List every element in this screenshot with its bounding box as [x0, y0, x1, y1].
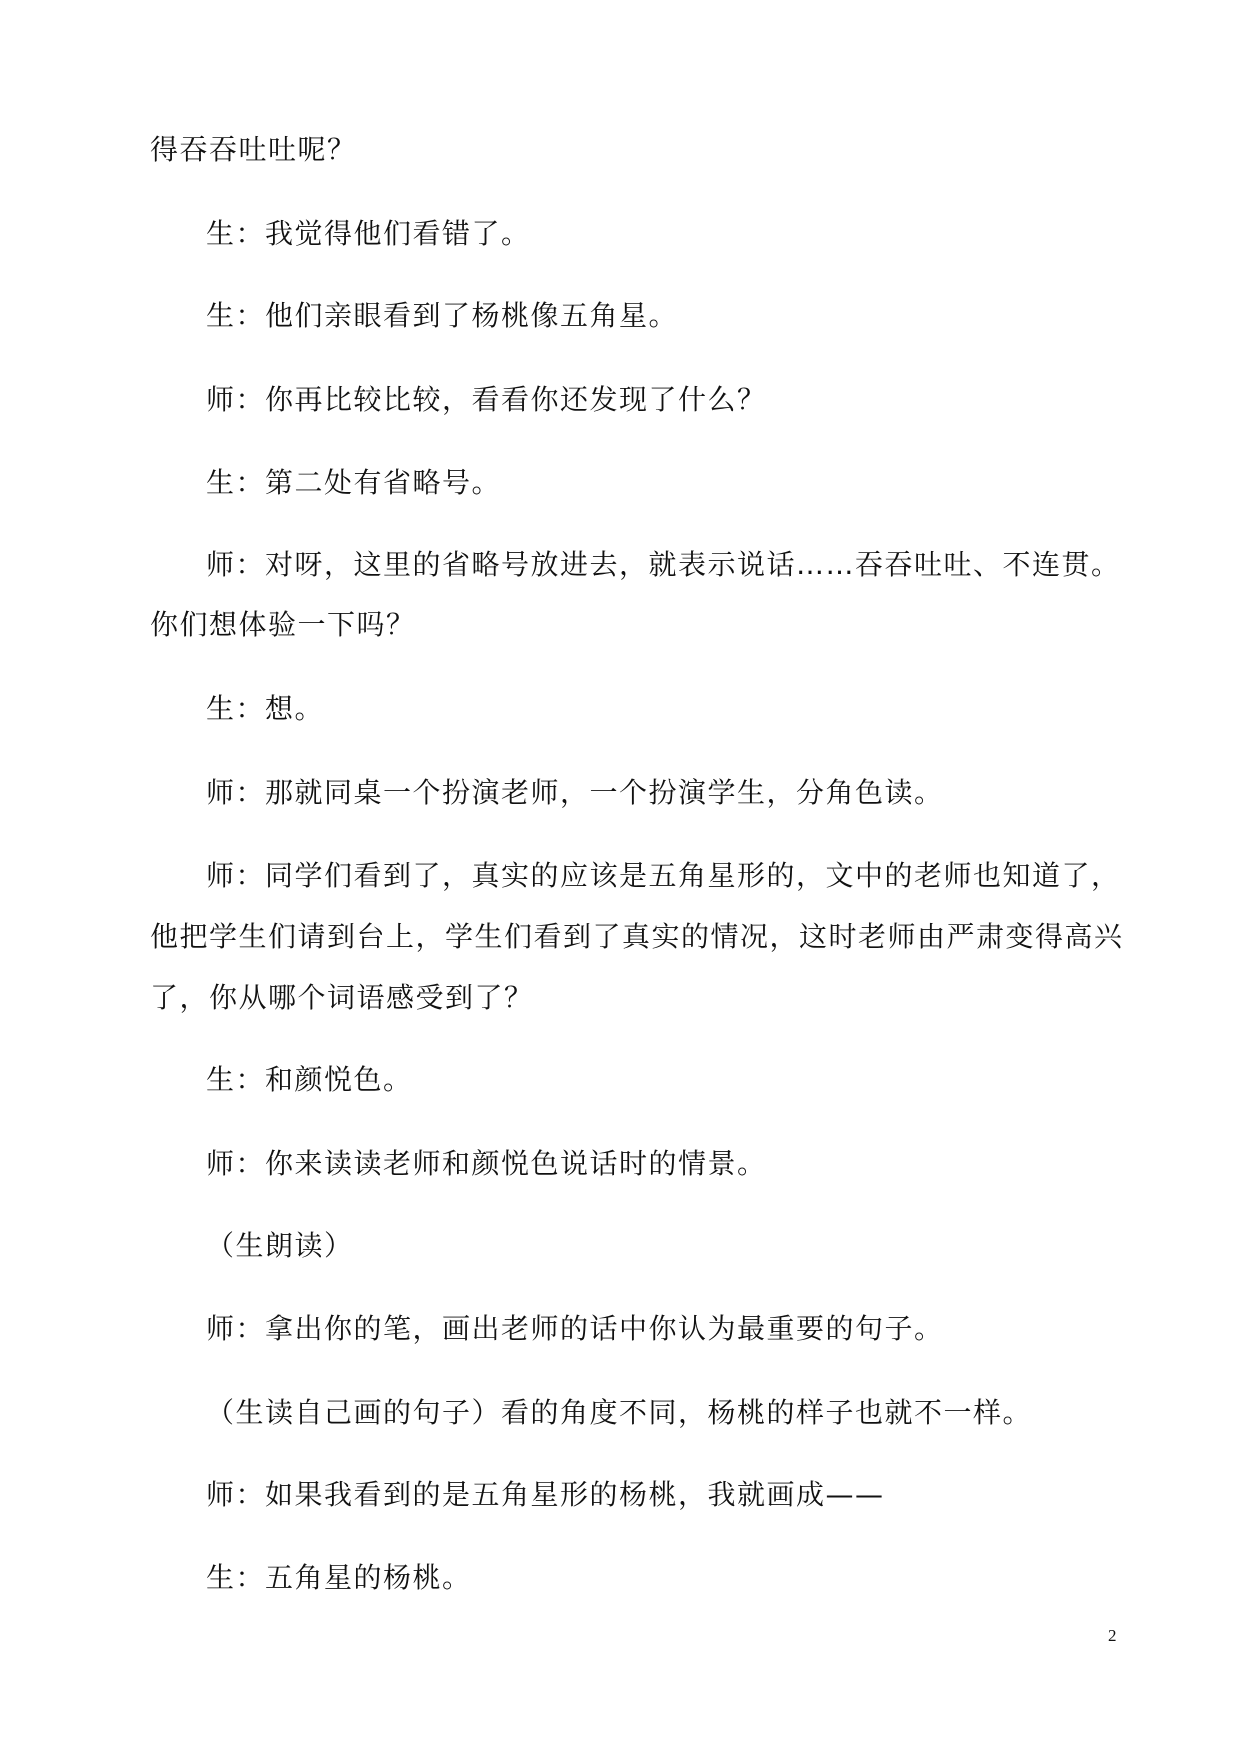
text-line-5: 生：第二处有省略号。	[206, 466, 502, 499]
text-line-13: 生：和颜悦色。	[206, 1063, 413, 1096]
text-line-15: （生朗读）	[206, 1229, 354, 1262]
text-line-9: 师：那就同桌一个扮演老师，一个扮演学生，分角色读。	[206, 776, 944, 809]
page-number: 2	[1108, 1626, 1117, 1645]
text-line-12: 了，你从哪个词语感受到了？	[150, 981, 534, 1014]
text-line-10: 师：同学们看到了，真实的应该是五角星形的，文中的老师也知道了，	[206, 859, 1121, 892]
text-line-18: 师：如果我看到的是五角星形的杨桃，我就画成——	[206, 1478, 885, 1511]
text-line-4: 师：你再比较比较，看看你还发现了什么？	[206, 383, 767, 416]
text-line-16: 师：拿出你的笔，画出老师的话中你认为最重要的句子。	[206, 1312, 944, 1345]
text-line-3: 生：他们亲眼看到了杨桃像五角星。	[206, 299, 679, 332]
text-line-2: 生：我觉得他们看错了。	[206, 217, 531, 250]
text-line-1: 得吞吞吐吐呢？	[150, 133, 357, 166]
text-line-8: 生：想。	[206, 692, 325, 725]
text-line-11: 他把学生们请到台上，学生们看到了真实的情况，这时老师由严肃变得高兴	[150, 920, 1124, 953]
text-line-7: 你们想体验一下吗？	[150, 608, 416, 641]
text-line-14: 师：你来读读老师和颜悦色说话时的情景。	[206, 1147, 767, 1180]
text-line-6: 师：对呀，这里的省略号放进去，就表示说话……吞吞吐吐、不连贯。	[206, 548, 1121, 581]
text-line-19: 生：五角星的杨桃。	[206, 1561, 472, 1594]
text-line-17: （生读自己画的句子）看的角度不同，杨桃的样子也就不一样。	[206, 1396, 1033, 1429]
